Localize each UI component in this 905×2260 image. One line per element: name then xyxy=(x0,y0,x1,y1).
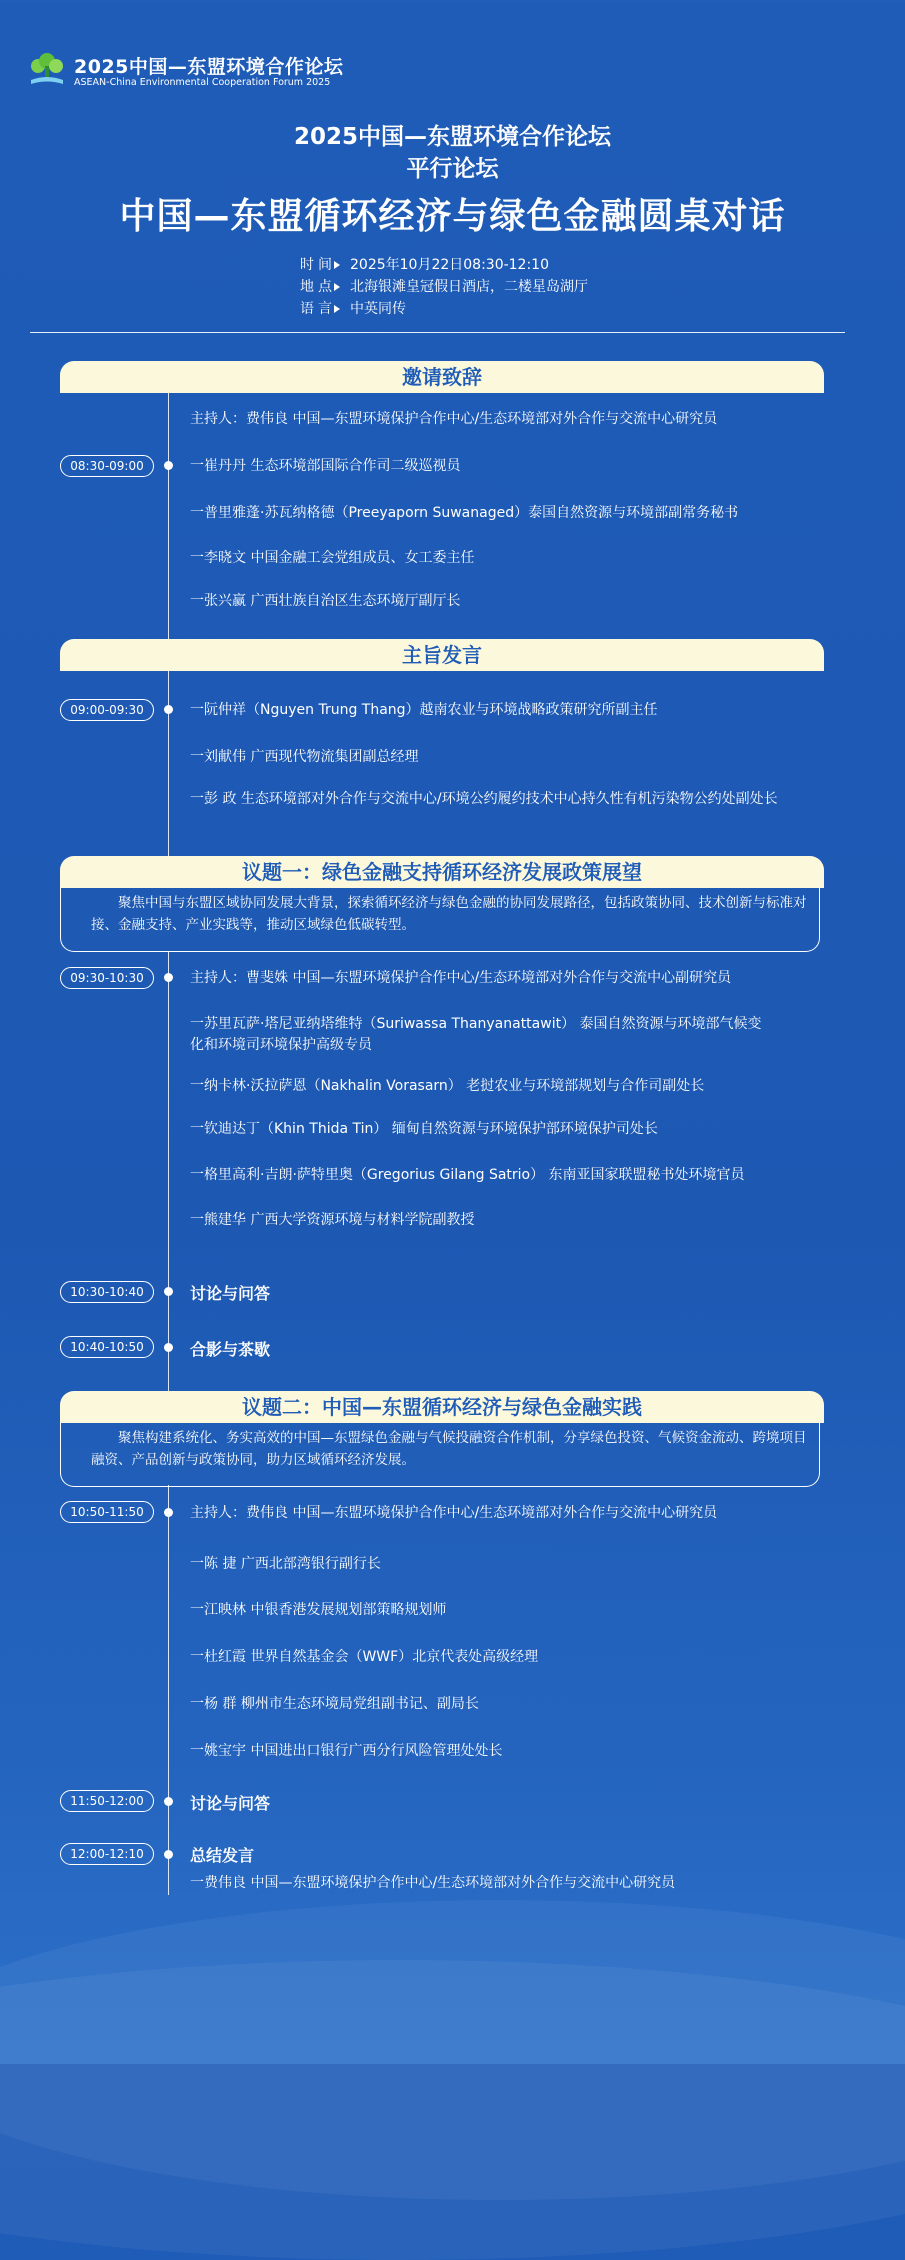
welcome-speaker: 一张兴赢 广西壮族自治区生态环境厅副厅长 xyxy=(190,593,461,609)
welcome-host: 主持人：费伟良 中国—东盟环境保护合作中心/生态环境部对外合作与交流中心研究员 xyxy=(190,411,718,427)
keynote-speaker: 一刘献伟 广西现代物流集团副总经理 xyxy=(190,749,419,765)
topic2-qa-time: 11:50-12:00 xyxy=(60,1790,154,1812)
topic2-description: 聚焦构建系统化、务实高效的中国—东盟绿色金融与气候投融资合作机制，分享绿色投资、气候资金流动、跨境项目融资、产品创新与政策协同，助力区域循环经济发展。 xyxy=(60,1423,820,1487)
topic1-speaker: 一纳卡林·沃拉萨恩（Nakhalin Vorasarn） 老挝农业与环境部规划与合作司副处长 xyxy=(190,1078,705,1094)
break-time: 10:40-10:50 xyxy=(60,1336,154,1358)
topic2-speaker: 一杜红霞 世界自然基金会（WWF）北京代表处高级经理 xyxy=(190,1649,539,1665)
section-topic1-title: 议题一：绿色金融支持循环经济发展政策展望 xyxy=(60,856,824,888)
parallel-forum-label: 平行论坛 xyxy=(406,156,499,182)
welcome-speaker: 一李晓文 中国金融工会党组成员、女工委主任 xyxy=(190,550,475,566)
topic1-host: 主持人：曹斐姝 中国—东盟环境保护合作中心/生态环境部对外合作与交流中心副研究员 xyxy=(190,970,732,986)
meta-language: 语言 中英同传 xyxy=(300,301,406,317)
page-title: 中国—东盟循环经济与绿色金融圆桌对话 xyxy=(119,196,786,237)
topic2-speaker: 一陈 捷 广西北部湾银行副行长 xyxy=(190,1556,381,1572)
topic1-speaker: 一格里高利·吉朗·萨特里奥（Gregorius Gilang Satrio） 东南亚国家联盟秘书处环境官员 xyxy=(190,1167,745,1183)
timeline-dot xyxy=(164,1508,173,1517)
logo-title: 2025中国—东盟环境合作论坛 xyxy=(74,56,344,78)
forum-name: 2025中国—东盟环境合作论坛 xyxy=(293,124,611,150)
timeline-dot xyxy=(164,705,173,714)
timeline-dot xyxy=(164,461,173,470)
timeline-line xyxy=(168,392,169,642)
forum-logo-icon xyxy=(28,52,66,88)
summary-speaker: 一费伟良 中国—东盟环境保护合作中心/生态环境部对外合作与交流中心研究员 xyxy=(190,1875,676,1891)
topic2-time: 10:50-11:50 xyxy=(60,1501,154,1523)
logo-subtitle: ASEAN-China Environmental Cooperation Forum 2025 xyxy=(74,77,331,88)
keynote-speaker: 一阮仲祥（Nguyen Trung Thang）越南农业与环境战略政策研究所副主任 xyxy=(190,702,658,718)
summary-time: 12:00-12:10 xyxy=(60,1843,154,1865)
topic1-speaker: 一苏里瓦萨·塔尼亚纳塔维特（Suriwassa Thanyanattawit） 泰国自然资源与环境部气候变化和环境司环境保护高级专员 xyxy=(190,1016,762,1053)
welcome-speaker: 一崔丹丹 生态环境部国际合作司二级巡视员 xyxy=(190,458,461,474)
meta-time: 时间 2025年10月22日08:30-12:10 xyxy=(300,257,550,273)
keynote-speaker: 一彭 政 生态环境部对外合作与交流中心/环境公约履约技术中心持久性有机污染物公约处副处长 xyxy=(190,791,778,807)
section-topic2-title: 议题二：中国—东盟循环经济与绿色金融实践 xyxy=(60,1391,824,1423)
timeline-line xyxy=(168,1485,169,1895)
divider xyxy=(30,332,845,333)
topic1-qa: 讨论与问答 xyxy=(190,1284,271,1303)
section-welcome-title: 邀请致辞 xyxy=(60,361,824,393)
break-label: 合影与茶歇 xyxy=(190,1340,271,1359)
topic1-description: 聚焦中国与东盟区域协同发展大背景，探索循环经济与绿色金融的协同发展路径，包括政策协同、技术创新与标准对接、金融支持、产业实践等，推动区域绿色低碳转型。 xyxy=(60,888,820,952)
topic2-host: 主持人：费伟良 中国—东盟环境保护合作中心/生态环境部对外合作与交流中心研究员 xyxy=(190,1505,718,1521)
welcome-time: 08:30-09:00 xyxy=(60,455,154,477)
timeline-line xyxy=(168,670,169,856)
section-keynote-title: 主旨发言 xyxy=(60,639,824,671)
topic2-qa: 讨论与问答 xyxy=(190,1794,271,1813)
topic2-speaker: 一杨 群 柳州市生态环境局党组副书记、副局长 xyxy=(190,1696,479,1712)
topic1-time: 09:30-10:30 xyxy=(60,967,154,989)
decorative-wave xyxy=(0,1960,905,2260)
meta-location: 地点 北海银滩皇冠假日酒店，二楼星岛湖厅 xyxy=(300,279,588,295)
timeline-line xyxy=(168,951,169,1392)
summary-label: 总结发言 xyxy=(190,1846,255,1865)
topic1-speaker: 一熊建华 广西大学资源环境与材料学院副教授 xyxy=(190,1212,475,1228)
timeline-dot xyxy=(164,1287,173,1296)
timeline-dot xyxy=(164,973,173,982)
topic1-qa-time: 10:30-10:40 xyxy=(60,1281,154,1303)
timeline-dot xyxy=(164,1850,173,1859)
timeline-dot xyxy=(164,1797,173,1806)
keynote-time: 09:00-09:30 xyxy=(60,699,154,721)
topic1-speaker: 一钦迪达丁（Khin Thida Tin） 缅甸自然资源与环境保护部环境保护司处长 xyxy=(190,1121,658,1137)
timeline-dot xyxy=(164,1343,173,1352)
topic2-speaker: 一姚宝宇 中国进出口银行广西分行风险管理处处长 xyxy=(190,1743,503,1759)
topic2-speaker: 一江映林 中银香港发展规划部策略规划师 xyxy=(190,1602,447,1618)
welcome-speaker: 一普里雅蓬·苏瓦纳格德（Preeyaporn Suwanaged）泰国自然资源与环境部副常务秘书 xyxy=(190,505,739,521)
